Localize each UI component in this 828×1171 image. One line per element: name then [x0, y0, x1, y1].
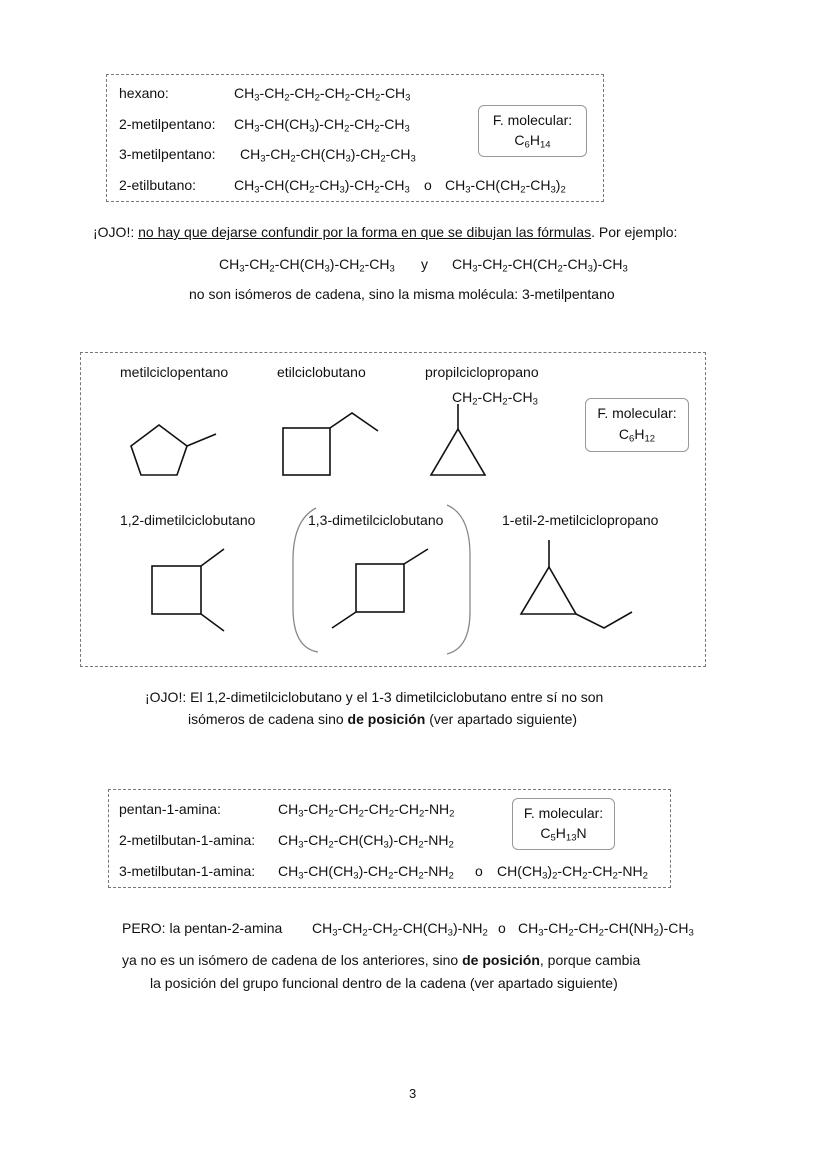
- propyl-chain-label: $CH_2-CH_2-CH_3$: [452, 389, 538, 408]
- note1-connector: y: [421, 256, 428, 272]
- etilciclobutano-label: etilciclobutano: [277, 364, 366, 380]
- 2-metilpentano-name: 2-metilpentano:: [119, 116, 216, 132]
- 2-etilbutano-formula-alt: $CH_3-CH(CH_2-CH_3)_2$: [445, 177, 566, 196]
- note3-line2-before: ya no es un isómero de cadena de los anteriores, sino: [122, 952, 459, 968]
- note3-formula-b: $CH_3-CH_2-CH_2-CH(NH_2)-CH_3$: [518, 920, 694, 939]
- note3-line3: la posición del grupo funcional dentro de la cadena (ver apartado siguiente): [150, 975, 618, 991]
- 3-metilbutan-1-amina-connector: o: [475, 863, 483, 879]
- 3-metilbutan-1-amina-formula-alt: $CH(CH_3)_2-CH_2-CH_2-NH_2$: [497, 863, 648, 882]
- dimetil-12-label: 1,2-dimetilciclobutano: [120, 512, 256, 528]
- note1-formula-a: $CH_3-CH_2-CH(CH_3)-CH_2-CH_3$: [219, 256, 395, 275]
- note3-formula-a: $CH_3-CH_2-CH_2-CH(CH_3)-NH_2$: [312, 920, 488, 939]
- note2-line1: ¡OJO!: El 1,2-dimetilciclobutano y el 1-3 dimetilciclobutano entre sí no son: [145, 689, 604, 705]
- note3-line2: [122, 952, 640, 968]
- dimetil-13-label: 1,3-dimetilciclobutano: [308, 512, 444, 528]
- hexano-formula: $CH_3-CH_2-CH_2-CH_2-CH_2-CH_3$: [234, 85, 411, 104]
- 3-metilpentano-formula: $CH_3-CH_2-CH(CH_3)-CH_2-CH_3$: [240, 146, 416, 165]
- note3-connector: o: [498, 920, 506, 936]
- note2-line2-bold: de posición: [347, 711, 426, 727]
- pentan-1-amina-name: pentan-1-amina:: [119, 801, 221, 817]
- note2-line2-before: isómeros de cadena sino: [188, 711, 344, 727]
- cyclopropane-ring: [521, 567, 576, 614]
- note2-line2-after: (ver apartado siguiente): [429, 711, 578, 727]
- 2-etilbutano-name: 2-etilbutano:: [119, 177, 197, 193]
- molecular-formula-value: $C_5H_{13}N$: [540, 825, 587, 844]
- note3-line2-after: , porque cambia: [539, 952, 641, 968]
- note3-prefix: PERO: la pentan-2-amina: [122, 920, 283, 936]
- note2-line2: [188, 711, 577, 727]
- ethyl-chain: [576, 612, 632, 628]
- 3-metilbutan-1-amina-name: 3-metilbutan-1-amina:: [119, 863, 256, 879]
- molecular-formula-label: F. molecular:: [597, 405, 677, 421]
- note1-suffix: . Por ejemplo:: [591, 224, 678, 240]
- molecular-formula-box-amine: [512, 798, 615, 850]
- note1-underlined: no hay que dejarse confundir por la forma en que se dibujan las fórmulas: [138, 224, 592, 240]
- propilciclopropano-label: propilciclopropano: [425, 364, 539, 380]
- 3-metilpentano-name: 3-metilpentano:: [119, 146, 216, 162]
- note1-prefix: ¡OJO!:: [93, 224, 135, 240]
- molecular-formula-value: $C_6H_{12}$: [618, 426, 656, 445]
- metilciclopentano-label: metilciclopentano: [120, 364, 229, 380]
- 2-etilbutano-connector: o: [424, 177, 432, 193]
- page-number: 3: [409, 1086, 417, 1101]
- hexano-name: hexano:: [119, 85, 169, 101]
- note1-formula-b: $CH_3-CH_2-CH(CH_2-CH_3)-CH_3$: [452, 256, 628, 275]
- molecular-formula-value: $C_6H_{14}$: [514, 132, 551, 151]
- note3-line2-bold: de posición: [462, 952, 540, 968]
- 2-etilbutano-formula: $CH_3-CH(CH_2-CH_3)-CH_2-CH_3$: [234, 177, 410, 196]
- 2-metilpentano-formula: $CH_3-CH(CH_3)-CH_2-CH_2-CH_3$: [234, 116, 410, 135]
- 3-metilbutan-1-amina-formula: $CH_3-CH(CH_3)-CH_2-CH_2-NH_2$: [278, 863, 454, 882]
- molecular-formula-label: F. molecular:: [492, 112, 573, 128]
- molecular-formula-label: F. molecular:: [523, 805, 604, 821]
- etil-metil-label: 1-etil-2-metilciclopropano: [502, 512, 659, 528]
- note1-conclusion: no son isómeros de cadena, sino la misma molécula: 3-metilpentano: [189, 286, 615, 302]
- pentan-1-amina-formula: $CH_3-CH_2-CH_2-CH_2-CH_2-NH_2$: [278, 801, 455, 820]
- 2-metilbutan-1-amina-name: 2-metilbutan-1-amina:: [119, 832, 256, 848]
- 2-metilbutan-1-amina-formula: $CH_3-CH_2-CH(CH_3)-CH_2-NH_2$: [278, 832, 454, 851]
